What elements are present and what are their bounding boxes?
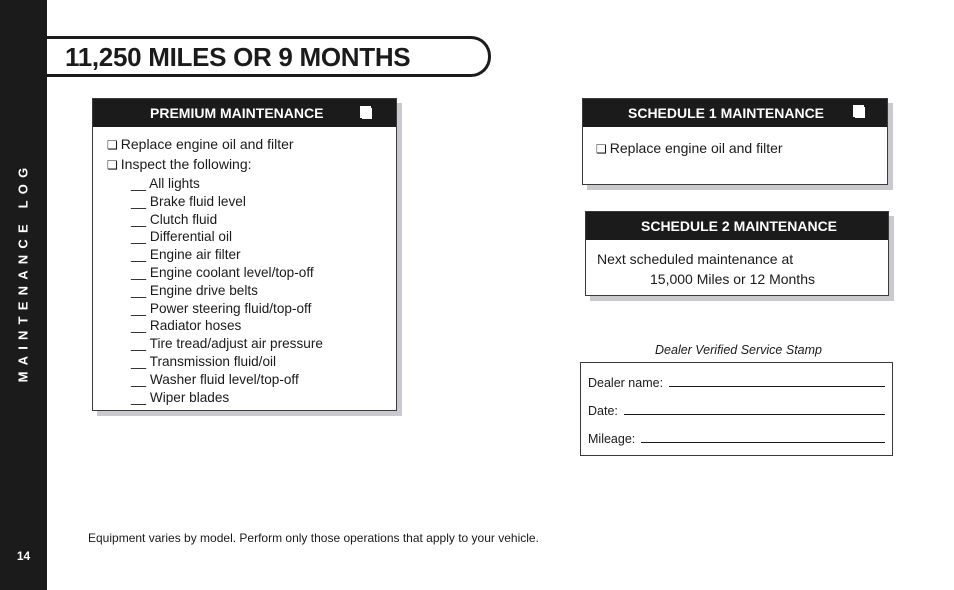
schedule-2-box (585, 211, 889, 296)
schedule-1-title: SCHEDULE 1 MAINTENANCE (628, 105, 825, 121)
premium-maintenance-header (93, 99, 396, 127)
next-maintenance-interval: 15,000 Miles or 12 Months (650, 271, 815, 287)
schedule-1-header (583, 99, 887, 127)
premium-maintenance-box (92, 98, 397, 411)
premium-checklist (107, 135, 323, 406)
inspect-list (131, 175, 323, 406)
mileage-field[interactable] (641, 442, 885, 443)
checklist-item-label: Replace engine oil and filter (120, 136, 294, 152)
checkbox-icon[interactable]: ❏ (107, 158, 118, 172)
dealer-name-label: Dealer name: (588, 376, 664, 390)
sidebar (0, 0, 47, 590)
next-maintenance-text: Next scheduled maintenance at (597, 251, 794, 267)
schedule-2-header (586, 212, 888, 240)
date-row (588, 400, 885, 418)
schedule-2-title: SCHEDULE 2 MAINTENANCE (641, 218, 838, 234)
dealer-stamp-box (580, 362, 893, 456)
page-number: 14 (16, 549, 31, 563)
inspect-item: __ Engine air filter (131, 247, 241, 263)
inspect-item: __ Wiper blades (131, 389, 230, 405)
mileage-label: Mileage: (588, 432, 636, 446)
mileage-row (588, 428, 885, 446)
checklist-item (596, 139, 783, 159)
inspect-item: __ Radiator hoses (131, 318, 242, 334)
schedule-1-box (582, 98, 888, 185)
checklist-item-label: Replace engine oil and filter (609, 140, 783, 156)
document-icon (853, 105, 867, 120)
premium-maintenance-title: PREMIUM MAINTENANCE (150, 105, 324, 121)
date-field[interactable] (624, 414, 885, 415)
inspect-item: __ Transmission fluid/oil (131, 353, 277, 369)
checkbox-icon[interactable]: ❏ (107, 138, 118, 152)
dealer-name-row (588, 372, 885, 390)
inspect-item: __ Clutch fluid (131, 211, 218, 227)
checklist-item (107, 155, 323, 175)
inspect-item: __ Engine drive belts (131, 282, 258, 298)
inspect-item: __ Brake fluid level (131, 193, 246, 209)
schedule-2-body (597, 249, 815, 289)
dealer-name-field[interactable] (669, 386, 885, 387)
checklist-item-label: Inspect the following: (120, 156, 252, 172)
checklist-item (107, 135, 323, 155)
date-label: Date: (588, 404, 618, 418)
inspect-item: __ Differential oil (131, 229, 233, 245)
title-banner (47, 36, 491, 77)
document-icon (360, 106, 374, 121)
inspect-item: __ Power steering fluid/top-off (131, 300, 312, 316)
inspect-item: __ All lights (131, 176, 200, 191)
checkbox-icon[interactable]: ❏ (596, 142, 607, 156)
footnote: Equipment varies by model. Perform only those operations that apply to your vehicle. (88, 531, 539, 545)
inspect-item: __ Washer fluid level/top-off (131, 371, 299, 387)
inspect-item: __ Tire tread/adjust air pressure (131, 336, 323, 352)
page-title: 11,250 MILES OR 9 MONTHS (65, 42, 411, 72)
inspect-item: __ Engine coolant level/top-off (131, 264, 314, 280)
stamp-caption: Dealer Verified Service Stamp (655, 343, 822, 357)
sidebar-label: MAINTENANCE LOG (15, 161, 31, 383)
